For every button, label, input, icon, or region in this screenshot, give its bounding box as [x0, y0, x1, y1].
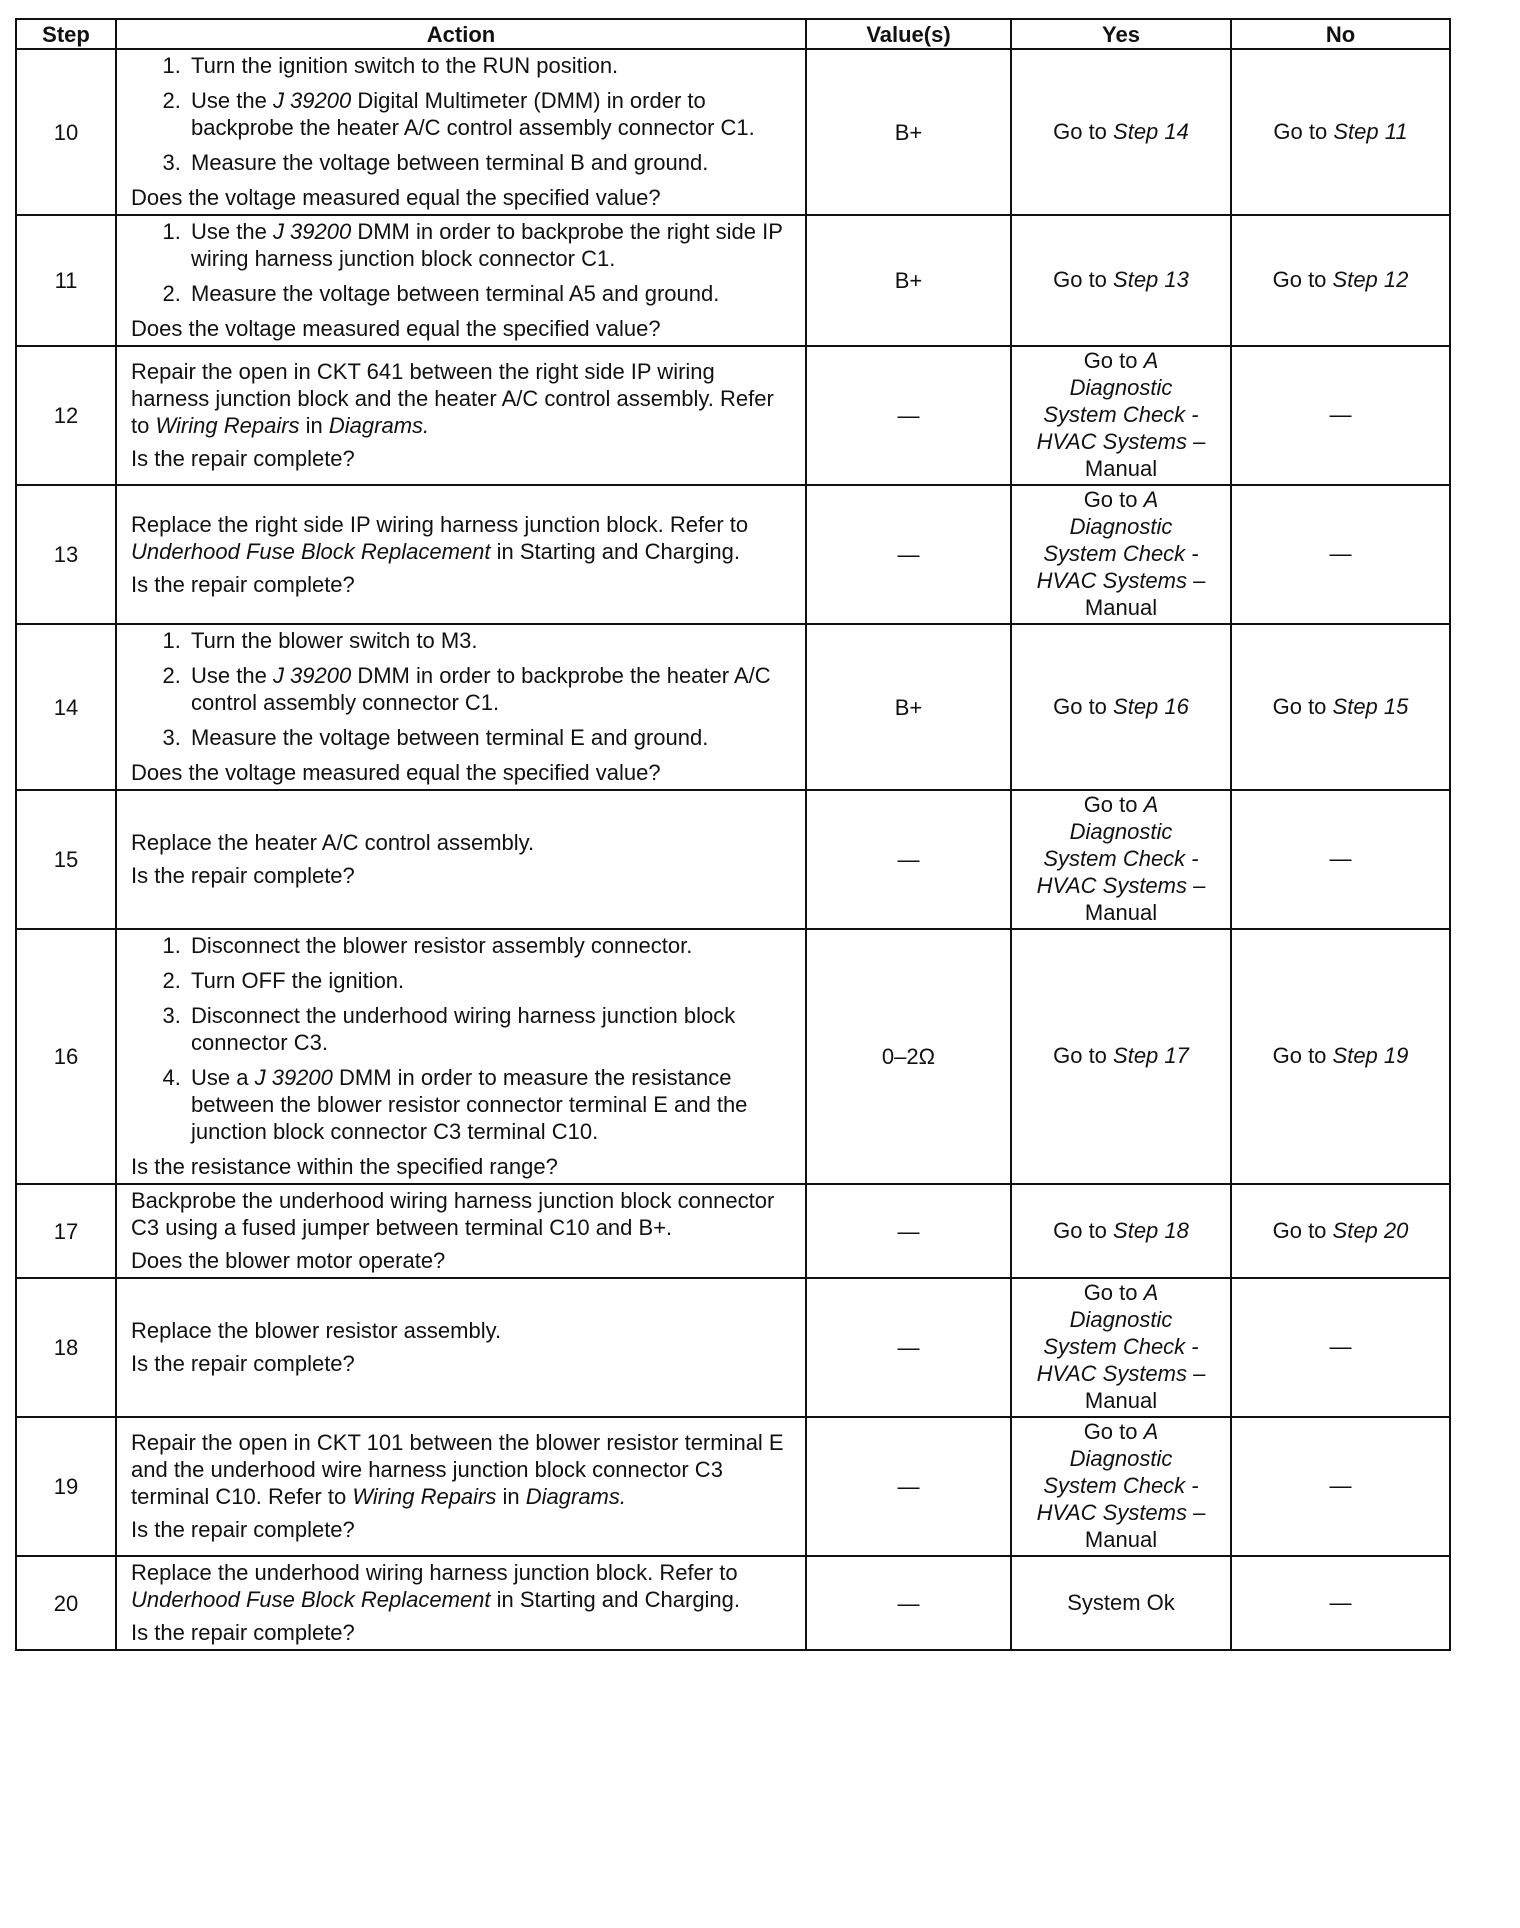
- procedure-text: Turn OFF the ignition.: [191, 968, 405, 993]
- no-result: [1231, 346, 1450, 485]
- action-text-segment: Replace the blower resistor assembly.: [131, 1318, 502, 1343]
- yes-result: [1011, 346, 1231, 485]
- action-text-segment: in: [496, 1484, 526, 1509]
- action-text-segment: Replace the heater A/C control assembly.: [131, 830, 535, 855]
- action-cell: [116, 215, 806, 346]
- no-result-text: —: [1329, 541, 1352, 566]
- yes-result-text: Go to Step 16: [1053, 693, 1189, 719]
- no-result: [1231, 215, 1450, 346]
- no-result: [1231, 929, 1450, 1184]
- question-text: Is the repair complete?: [131, 571, 355, 597]
- step-reference: A Diagnostic System Check - HVAC Systems: [1036, 1280, 1199, 1386]
- procedure-text: Disconnect the underhood wiring harness junction block connector C3.: [191, 1003, 736, 1055]
- table-row: [16, 346, 1450, 485]
- question-text: Is the resistance within the specified range?: [131, 1154, 558, 1179]
- action-cell: [116, 929, 806, 1184]
- table-row: [16, 1184, 1450, 1278]
- yes-result-text: Go to Step 18: [1053, 1217, 1189, 1243]
- table-body: [16, 49, 1450, 1650]
- yes-result-text: Go to A Diagnostic System Check - HVAC Systems – Manual: [1036, 348, 1206, 481]
- step-reference: A Diagnostic System Check - HVAC Systems: [1036, 348, 1199, 454]
- yes-result-text: Go to Step 13: [1053, 267, 1189, 292]
- procedure-item: [187, 52, 795, 79]
- step-reference: Step 15: [1332, 693, 1409, 719]
- action-text-segment: in Starting and Charging.: [490, 1587, 741, 1612]
- step-number: 11: [16, 215, 116, 346]
- yes-result: [1011, 49, 1231, 215]
- question-text: Does the voltage measured equal the specified value?: [131, 316, 661, 341]
- procedure-item: [187, 280, 795, 307]
- no-result: [1231, 485, 1450, 624]
- value-cell: B+: [806, 49, 1011, 215]
- no-result: [1231, 790, 1450, 929]
- header-action: Action: [116, 19, 806, 49]
- yes-result: [1011, 790, 1231, 929]
- no-result-text: —: [1329, 1473, 1352, 1498]
- no-result-text: —: [1329, 846, 1352, 871]
- step-reference: Step 14: [1113, 118, 1189, 144]
- yes-result: [1011, 929, 1231, 1184]
- yes-result: [1011, 215, 1231, 346]
- step-number: 10: [16, 49, 116, 215]
- procedure-text: Disconnect the blower resistor assembly connector.: [191, 933, 693, 958]
- action-cell: [116, 1278, 806, 1417]
- value-cell: B+: [806, 624, 1011, 790]
- question-text: Is the repair complete?: [131, 863, 355, 888]
- value-cell: 0–2Ω: [806, 929, 1011, 1184]
- action-text: [131, 1559, 795, 1613]
- procedure-text: Measure the voltage between terminal B and ground.: [191, 150, 709, 175]
- value-cell: —: [806, 790, 1011, 929]
- action-text-segment: Replace the right side IP wiring harness junction block. Refer to: [131, 511, 749, 537]
- step-reference: A Diagnostic System Check - HVAC Systems: [1036, 487, 1199, 593]
- step-reference: A Diagnostic System Check - HVAC Systems: [1036, 1419, 1199, 1525]
- table-row: [16, 485, 1450, 624]
- no-result-text: —: [1329, 402, 1352, 427]
- no-result: [1231, 1556, 1450, 1650]
- step-reference: A Diagnostic System Check - HVAC Systems: [1036, 792, 1199, 898]
- procedure-text: Measure the voltage between terminal A5 and ground.: [191, 281, 720, 306]
- procedure-item: [187, 1002, 795, 1056]
- table-row: [16, 624, 1450, 790]
- table-row: [16, 1417, 1450, 1556]
- procedure-item: [187, 662, 795, 716]
- action-cell: [116, 1184, 806, 1278]
- procedure-text: Measure the voltage between terminal E and ground.: [191, 725, 709, 750]
- yes-result-text: Go to Step 17: [1053, 1043, 1189, 1068]
- question-text: Does the voltage measured equal the specified value?: [131, 185, 661, 210]
- procedure-text: Turn the ignition switch to the RUN position.: [191, 53, 619, 78]
- no-result-text: Go to Step 20: [1272, 1217, 1409, 1243]
- header-step: Step: [16, 19, 116, 49]
- question-text: Is the repair complete?: [131, 446, 355, 471]
- no-result-text: Go to Step 19: [1272, 1043, 1409, 1068]
- procedure-item: [187, 967, 795, 994]
- step-number: 15: [16, 790, 116, 929]
- procedure-text: Use the: [191, 88, 273, 113]
- step-number: 13: [16, 485, 116, 624]
- document-reference: Underhood Fuse Block Replacement: [131, 1587, 491, 1612]
- procedure-text: DMM in order to measure the resistance between the blower resistor connector terminal E and the junction block connector C3 terminal C10.: [191, 1065, 748, 1144]
- value-cell: —: [806, 1184, 1011, 1278]
- yes-result: [1011, 1417, 1231, 1556]
- yes-result-text: Go to A Diagnostic System Check - HVAC Systems – Manual: [1036, 1419, 1206, 1552]
- procedure-item: [187, 87, 795, 141]
- step-reference: Step 17: [1113, 1043, 1189, 1068]
- yes-result: [1011, 1556, 1231, 1650]
- table-row: [16, 1556, 1450, 1650]
- action-text: [131, 358, 795, 439]
- step-number: 12: [16, 346, 116, 485]
- document-reference: Diagrams.: [525, 1484, 626, 1509]
- document-reference: Diagrams.: [328, 413, 430, 438]
- diagnostic-table: [15, 18, 1451, 1651]
- no-result: [1231, 1417, 1450, 1556]
- no-result: [1231, 1278, 1450, 1417]
- no-result-text: Go to Step 15: [1272, 693, 1409, 719]
- action-text-segment: Replace the underhood wiring harness junction block. Refer to: [131, 1560, 738, 1585]
- header-values: Value(s): [806, 19, 1011, 49]
- step-reference: Step 20: [1332, 1217, 1409, 1243]
- value-cell: B+: [806, 215, 1011, 346]
- value-cell: —: [806, 346, 1011, 485]
- tool-reference: J 39200: [272, 88, 352, 113]
- action-text-segment: in Starting and Charging.: [490, 538, 741, 564]
- action-text-segment: in: [299, 413, 329, 438]
- action-cell: [116, 624, 806, 790]
- action-cell: [116, 485, 806, 624]
- procedure-item: [187, 627, 795, 654]
- yes-result: [1011, 485, 1231, 624]
- step-reference: Step 11: [1333, 118, 1408, 144]
- step-number: 19: [16, 1417, 116, 1556]
- procedure-item: [187, 218, 795, 272]
- procedure-text: DMM in order to backprobe the heater A/C control assembly connector C1.: [191, 663, 771, 715]
- value-cell: —: [806, 485, 1011, 624]
- step-number: 17: [16, 1184, 116, 1278]
- procedure-text: Use the: [191, 219, 273, 244]
- header-row: [16, 19, 1450, 49]
- action-cell: [116, 1417, 806, 1556]
- no-result: [1231, 624, 1450, 790]
- procedure-text: DMM in order to backprobe the right side IP wiring harness junction block connector C1.: [191, 219, 783, 271]
- value-cell: —: [806, 1556, 1011, 1650]
- no-result-text: —: [1329, 1334, 1352, 1359]
- step-reference: Step 19: [1332, 1043, 1409, 1068]
- procedure-item: [187, 149, 795, 176]
- procedure-list: [131, 52, 795, 176]
- action-text: [131, 1187, 795, 1241]
- step-reference: Step 12: [1332, 267, 1409, 292]
- yes-result-text: Go to A Diagnostic System Check - HVAC Systems – Manual: [1036, 487, 1206, 620]
- yes-result-text: System Ok: [1067, 1589, 1175, 1615]
- step-number: 20: [16, 1556, 116, 1650]
- action-cell: [116, 346, 806, 485]
- action-cell: [116, 1556, 806, 1650]
- question-text: Does the blower motor operate?: [131, 1248, 446, 1273]
- value-cell: —: [806, 1417, 1011, 1556]
- question-text: Is the repair complete?: [131, 1620, 355, 1645]
- no-result-text: Go to Step 12: [1272, 267, 1409, 292]
- procedure-list: [131, 627, 795, 751]
- no-result: [1231, 1184, 1450, 1278]
- no-result-text: —: [1329, 1589, 1352, 1615]
- procedure-item: [187, 932, 795, 959]
- procedure-text: Turn the blower switch to M3.: [191, 628, 478, 653]
- table-row: [16, 929, 1450, 1184]
- yes-result: [1011, 624, 1231, 790]
- step-reference: Step 16: [1113, 693, 1189, 719]
- tool-reference: J 39200: [272, 219, 352, 244]
- yes-result-text: Go to A Diagnostic System Check - HVAC Systems – Manual: [1036, 1280, 1206, 1413]
- action-text: [131, 1317, 795, 1344]
- no-result: [1231, 49, 1450, 215]
- header-no: No: [1231, 19, 1450, 49]
- procedure-item: [187, 1064, 795, 1145]
- yes-result: [1011, 1184, 1231, 1278]
- procedure-list: [131, 932, 795, 1145]
- table-row: [16, 49, 1450, 215]
- step-reference: Step 13: [1113, 267, 1189, 292]
- step-number: 16: [16, 929, 116, 1184]
- table-row: [16, 790, 1450, 929]
- tool-reference: J 39200: [272, 663, 352, 688]
- value-cell: —: [806, 1278, 1011, 1417]
- procedure-list: [131, 218, 795, 307]
- step-reference: Step 18: [1113, 1217, 1189, 1243]
- action-text-segment: Repair the open in CKT 641 between the right side IP wiring harness junction block and the heater A/C control assembly. Refer to: [131, 359, 774, 438]
- document-reference: Underhood Fuse Block Replacement: [131, 538, 491, 564]
- action-cell: [116, 49, 806, 215]
- question-text: Is the repair complete?: [131, 1517, 355, 1542]
- action-text-segment: Repair the open in CKT 101 between the blower resistor terminal E and the underhood wire harness junction block connector C3 terminal C10. Refer to: [131, 1430, 784, 1509]
- yes-result-text: Go to A Diagnostic System Check - HVAC Systems – Manual: [1036, 792, 1206, 925]
- table-row: [16, 215, 1450, 346]
- table-row: [16, 1278, 1450, 1417]
- step-number: 18: [16, 1278, 116, 1417]
- action-text: [131, 1429, 795, 1510]
- action-cell: [116, 790, 806, 929]
- action-text: [131, 511, 795, 565]
- action-text: [131, 829, 795, 856]
- question-text: Does the voltage measured equal the specified value?: [131, 760, 661, 785]
- no-result-text: Go to Step 11: [1273, 118, 1408, 144]
- step-number: 14: [16, 624, 116, 790]
- yes-result-text: Go to Step 14: [1053, 118, 1189, 144]
- document-reference: Wiring Repairs: [352, 1484, 497, 1509]
- question-text: Is the repair complete?: [131, 1351, 355, 1376]
- procedure-item: [187, 724, 795, 751]
- tool-reference: J 39200: [254, 1065, 333, 1090]
- procedure-text: Use a: [191, 1065, 255, 1090]
- procedure-text: Use the: [191, 663, 273, 688]
- document-reference: Wiring Repairs: [155, 413, 300, 438]
- procedure-text: Digital Multimeter (DMM) in order to backprobe the heater A/C control assembly connector C1.: [191, 88, 755, 140]
- yes-result: [1011, 1278, 1231, 1417]
- header-yes: Yes: [1011, 19, 1231, 49]
- action-text-segment: Backprobe the underhood wiring harness junction block connector C3 using a fused jumper between terminal C10 and B+.: [131, 1188, 775, 1240]
